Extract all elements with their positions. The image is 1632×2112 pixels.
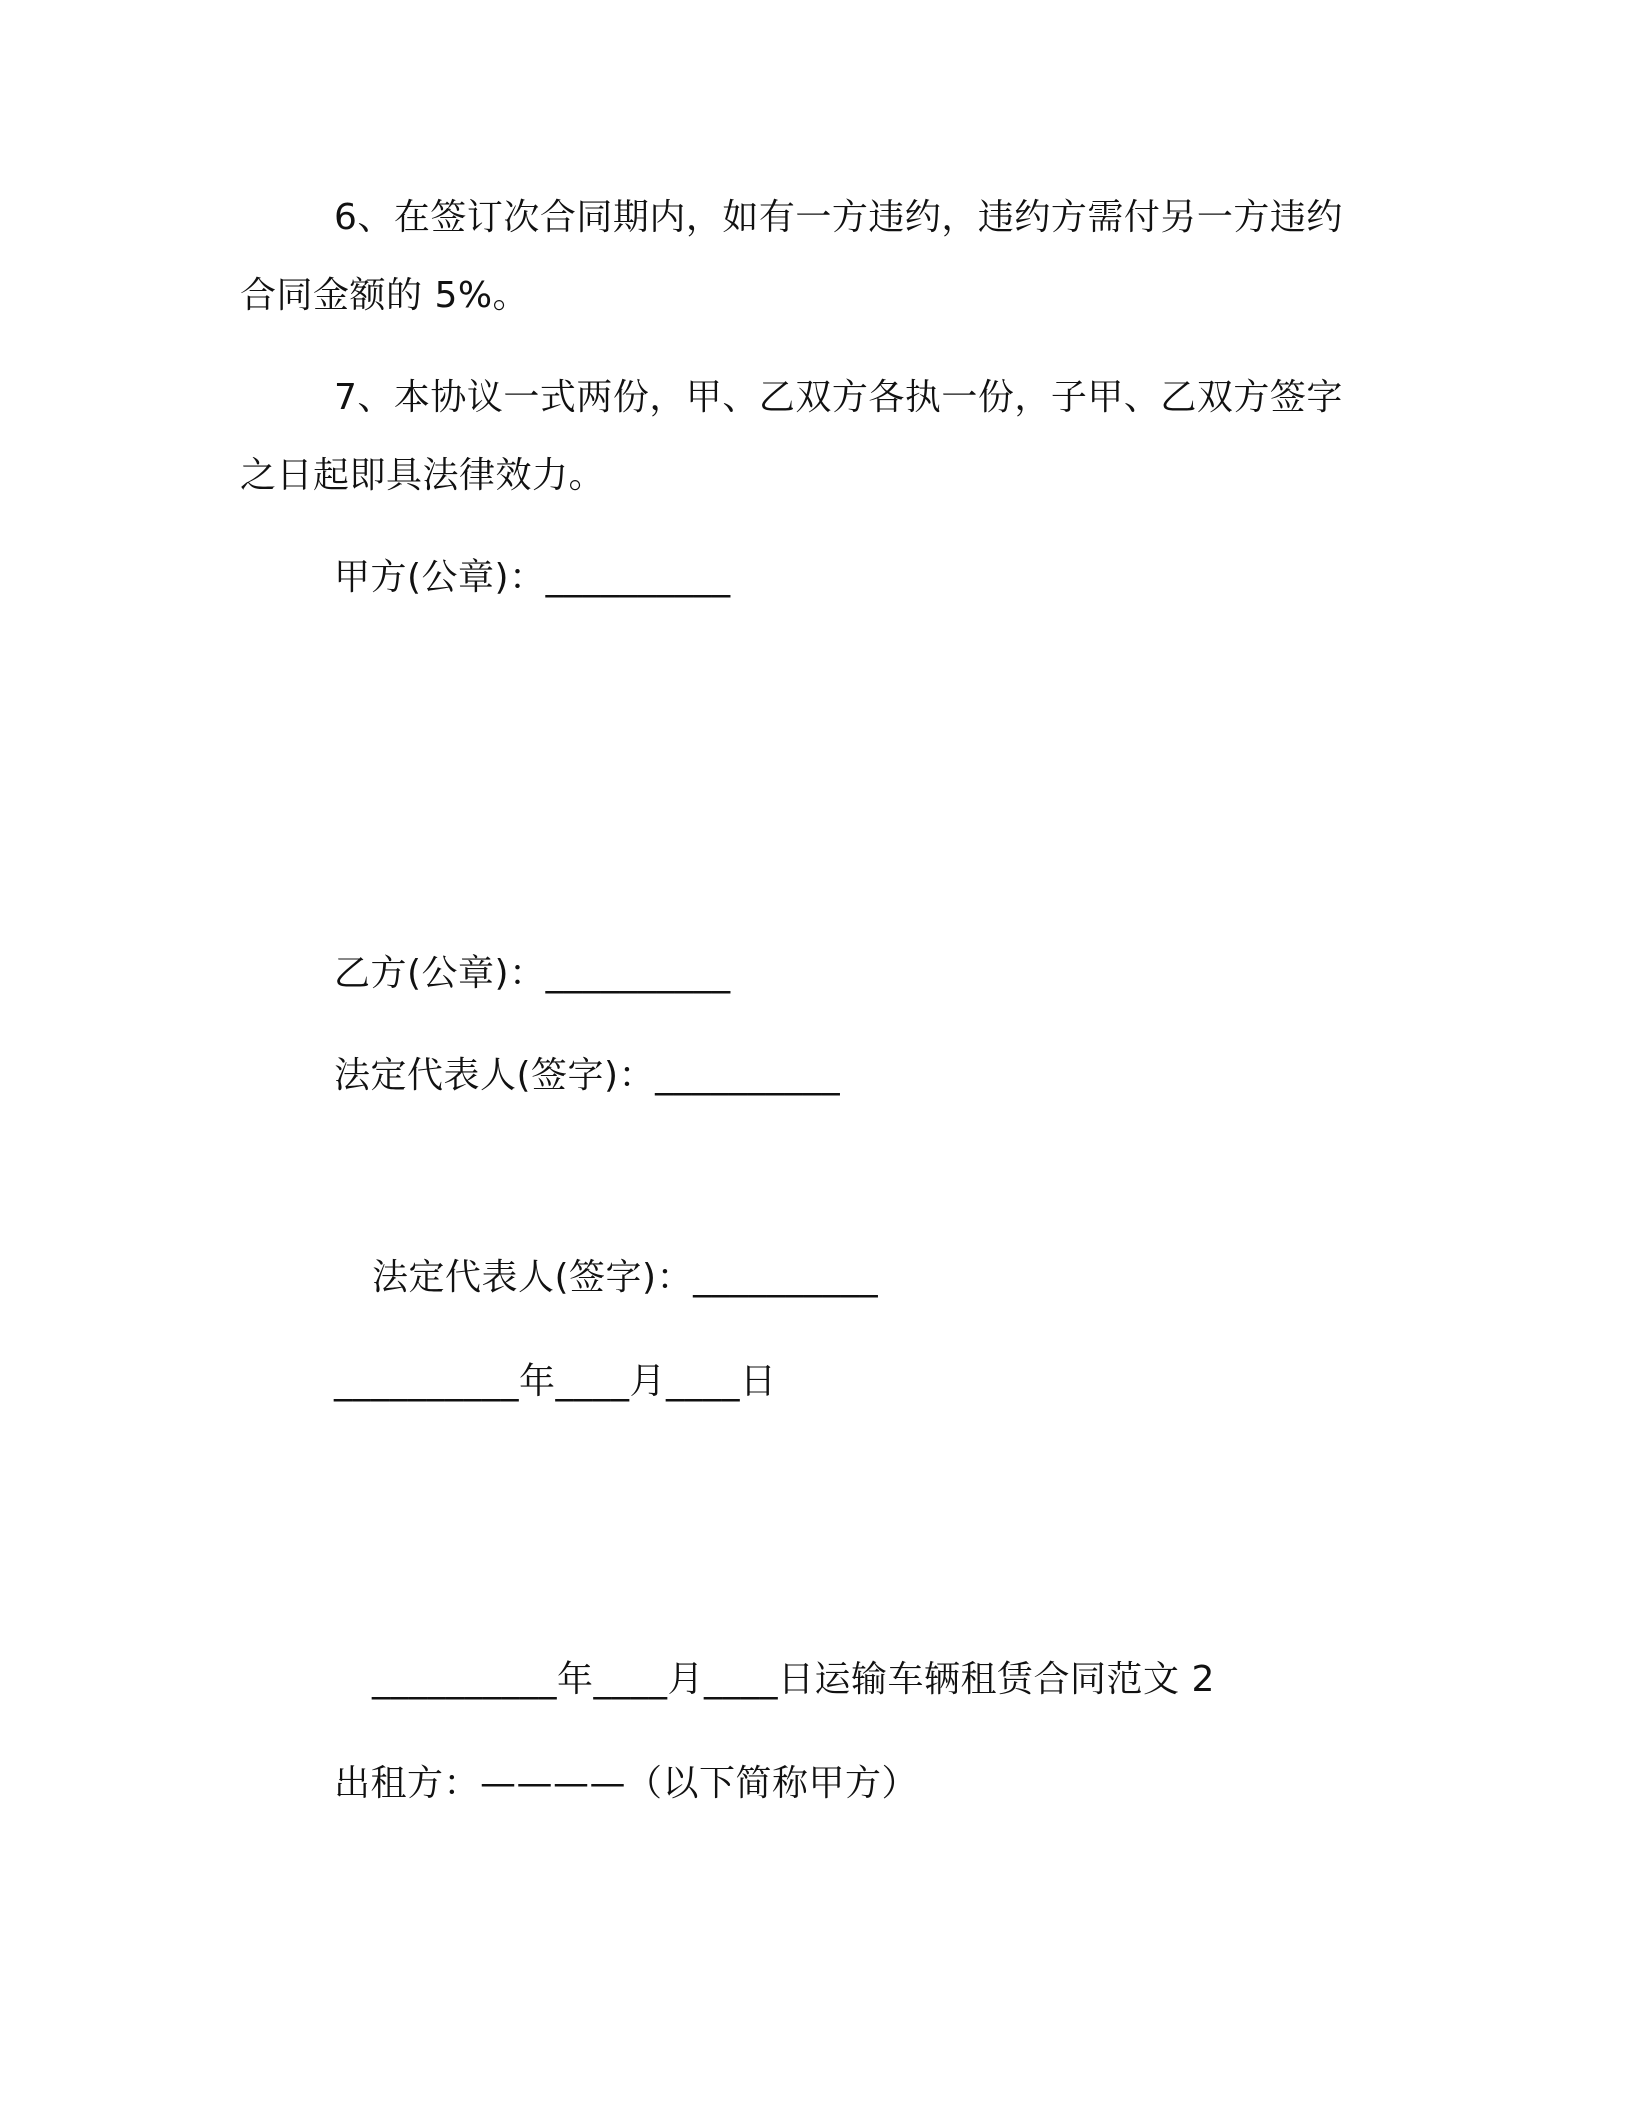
clause-7-line-2: 之日起即具法律效力。 <box>240 455 606 496</box>
party-a-seal-line: 甲方(公章)：__________ <box>334 557 731 598</box>
clause-7-line-1: 7、本协议一式两份，甲、乙双方各执一份，子甲、乙双方签字 <box>334 377 1343 418</box>
clause-6-line-1: 6、在签订次合同期内，如有一方违约，违约方需付另一方违约 <box>334 197 1343 238</box>
legal-representative-line-2: 法定代表人(签字)：__________ <box>372 1257 879 1298</box>
legal-representative-line-1: 法定代表人(签字)：__________ <box>334 1055 841 1096</box>
party-b-seal-line: 乙方(公章)：__________ <box>334 953 731 994</box>
signing-date-line: __________年____月____日 <box>334 1361 777 1402</box>
clause-6-line-2: 合同金额的 5%。 <box>240 275 530 316</box>
section-title: __________年____月____日运输车辆租赁合同范文 2 <box>372 1659 1215 1700</box>
lessor-line: 出租方：————（以下简称甲方） <box>334 1763 919 1804</box>
